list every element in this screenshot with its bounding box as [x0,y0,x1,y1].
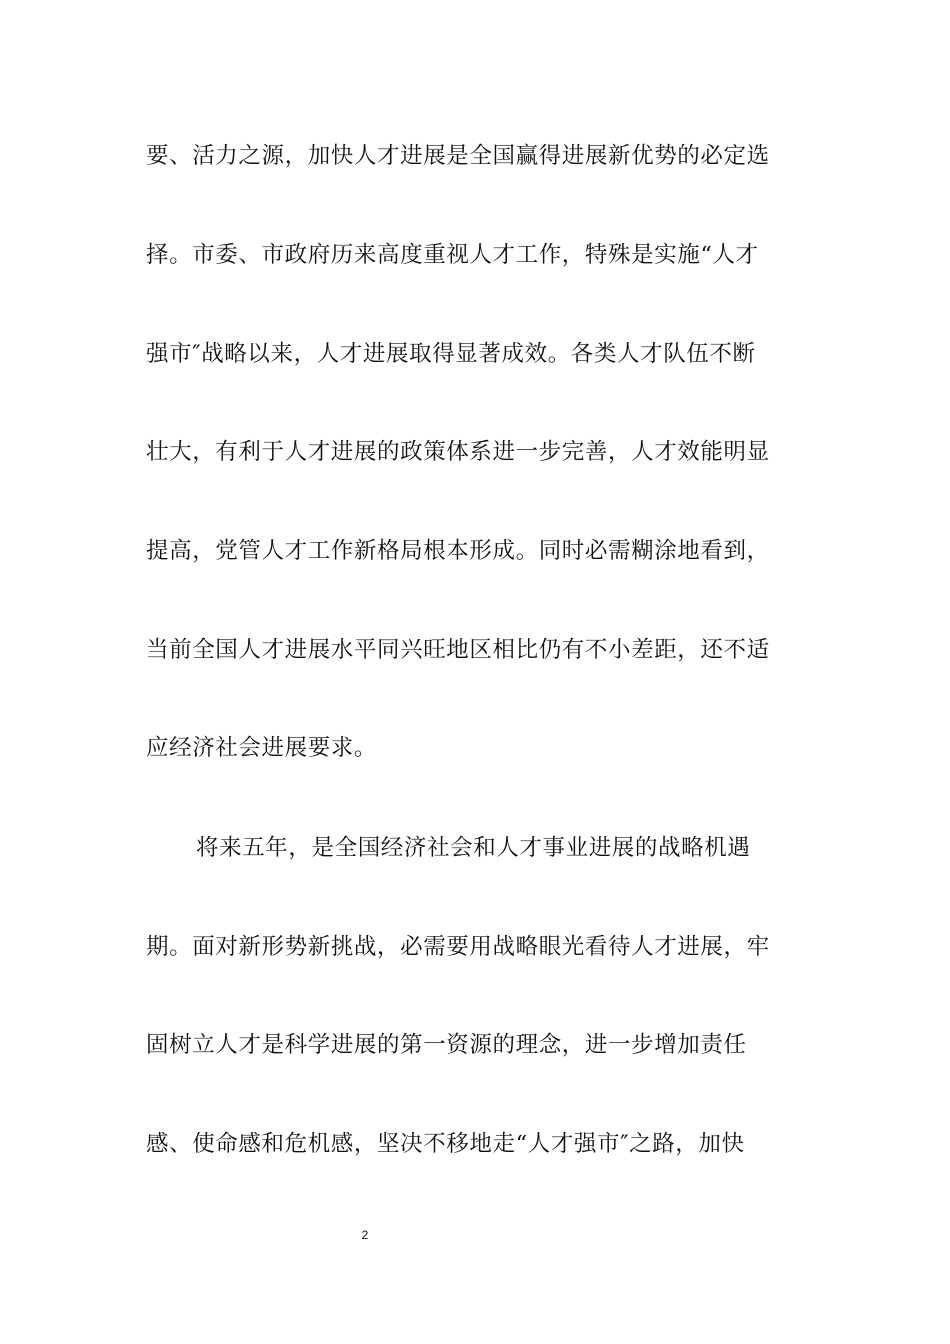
paragraph-line-4: 壮大，有利于人才进展的政策体系进一步完善，人才效能明显 [146,439,770,465]
paragraph-line-5: 提高，党管人才工作新格局根本形成。同时必需糊涂地看到， [146,538,770,564]
paragraph-line-6: 当前全国人才进展水平同兴旺地区相比仍有不小差距，还不适 [146,637,770,663]
paragraph-line-8: 将来五年，是全国经济社会和人才事业进展的战略机遇 [196,835,751,861]
paragraph-line-1: 要、活力之源，加快人才进展是全国赢得进展新优势的必定选 [146,143,770,169]
page-number: 2 [361,1228,369,1242]
paragraph-line-9: 期。面对新形势新挑战，必需要用战略眼光看待人才进展，牢 [146,934,770,960]
paragraph-line-11: 感、使命感和危机感，坚决不移地走“人才强市″之路，加快 [146,1131,745,1157]
paragraph-line-2: 择。市委、市政府历来高度重视人才工作，特殊是实施“人才 [146,242,759,268]
paragraph-line-3: 强市″战略以来，人才进展取得显著成效。各类人才队伍不断 [146,341,756,367]
paragraph-line-10: 固树立人才是科学进展的第一资源的理念，进一步增加责任 [146,1032,747,1058]
paragraph-line-7: 应经济社会进展要求。 [146,735,378,761]
